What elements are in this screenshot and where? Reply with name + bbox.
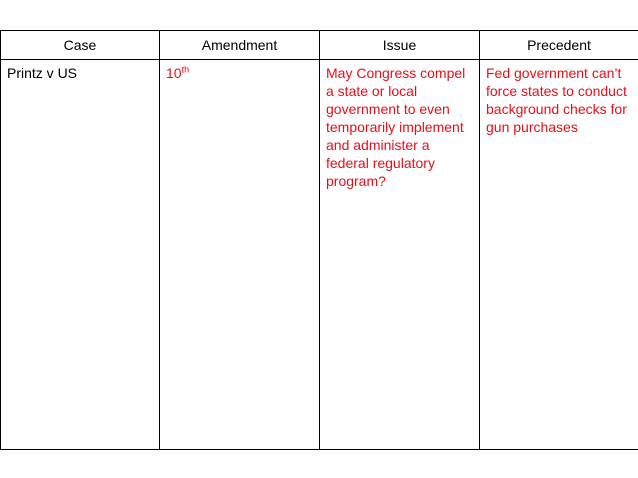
cell-amendment [160, 60, 320, 450]
cell-issue [320, 60, 480, 450]
header-issue: Issue [320, 31, 480, 60]
header-row [1, 31, 638, 60]
case-table-container [0, 30, 638, 450]
amendment-suffix: th [181, 64, 190, 75]
case-name: Printz v US [7, 65, 78, 81]
case-table [0, 30, 638, 450]
header-case: Case [1, 31, 160, 60]
amendment-number: 10 [166, 65, 182, 81]
header-amendment: Amendment [160, 31, 320, 60]
cell-precedent [480, 60, 638, 450]
cell-case [1, 60, 160, 450]
precedent-text: Fed government can’t force states to conduct background checks for gun purchases [486, 65, 627, 135]
header-precedent: Precedent [480, 31, 638, 60]
table-row [1, 60, 638, 450]
issue-text: May Congress compel a state or local government to even temporarily implement and administer a federal regulatory program? [326, 65, 466, 189]
